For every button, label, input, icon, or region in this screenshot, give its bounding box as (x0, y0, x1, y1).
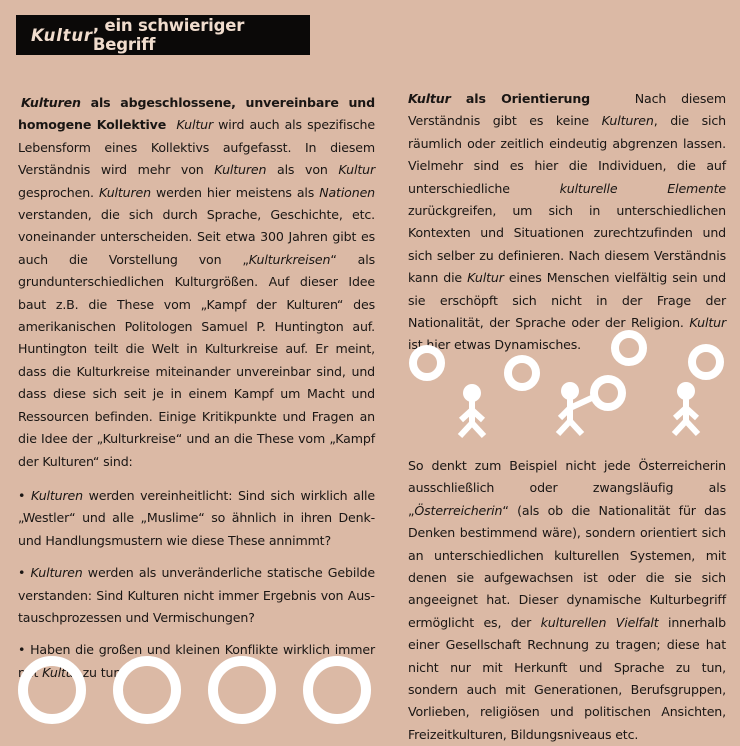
person-icon (460, 384, 484, 436)
stick-figures (460, 382, 698, 436)
emphasized-text: Kultur (467, 270, 504, 286)
ring-icon (508, 359, 536, 387)
bullet-text: werden vereinheitlicht: Sind sich wirklich alle „Westler“ und alle „Muslime“ so ähnlich in ihren Denk- und Handlungsmustern wie diese These annimmt? (18, 487, 375, 548)
ring-icon (23, 661, 81, 719)
emphasized-text: Österreicherin (414, 502, 503, 518)
emphasized-text: Kulturen (30, 487, 83, 503)
emphasized-text: Kultur (338, 162, 375, 178)
body-text: werden hier meistens als (150, 184, 320, 200)
body-text: innerhalb einer Gesellschaft Rechnung zu tragen; diese hat nicht nur mit Herkunft und Sprache zu tun, sondern auch mit Generationen, Berufsgruppen, Vorlieben, religiösen und politischen Ansichten, Freizeitkulturen, Bildungsniveaus etc. (408, 614, 726, 742)
body-text: wird auch als spezifische Lebensform eines Kollektivs aufgefasst. In diesem Verständnis wird mehr von (18, 117, 375, 178)
emphasized-text: Kulturen (601, 113, 654, 129)
emphasized-text: kulturelle Elemente (559, 180, 726, 196)
body-text: eines Menschen vielfältig sein und sie erschöpft sich nicht in der Frage der Nationalität, der Sprache oder der Religion. (408, 270, 727, 331)
title-rest: , ein schwieriger Begriff (92, 16, 245, 54)
ring-icon (213, 661, 271, 719)
body-text: , die sich räumlich oder zeitlich eindeutig abgrenzen lassen. Vielmehr sind es hier die Individuen, die auf unterschiedliche (408, 113, 726, 196)
emphasized-text: Kultur (42, 664, 79, 680)
emphasized-text: Kulturen (214, 162, 267, 178)
body-text: So denkt zum Beispiel nicht jede Österreicherin ausschließlich oder zwangsläufig als „ (408, 458, 726, 518)
emphasized-text: Nationen (319, 184, 375, 200)
ring-icon (594, 379, 622, 407)
ring-icon (413, 349, 441, 377)
bullet-dot-icon: • (18, 642, 31, 658)
bullet-text: zu tun? (78, 664, 128, 680)
emphasized-text: Kultur (689, 315, 726, 331)
title-italic: Kultur (31, 25, 93, 45)
ring-icon (118, 661, 176, 719)
body-text: verstanden, die sich durch Sprache, Geschichte, etc. voneinander unterscheiden. Seit etwa 300 Jahren gibt es auch die Vorstellung von „ (18, 207, 375, 267)
ring-icon (308, 661, 366, 719)
body-text: “ (als ob die Nationalität für das Denken bestimmend wäre), sondern orientiert sich an unterschiedlichen kulturellen Systemen, mit denen sie aufgewachsen ist oder die sie sich angeeignet hat. Dieser dynamische Kulturbegriff ermöglicht es, der (408, 502, 726, 630)
right-section-heading: Kultur als Orientierung (408, 91, 591, 106)
emphasized-text: kulturellen Vielfalt (540, 614, 659, 630)
emphasized-text: Kulturen (98, 184, 151, 200)
emphasized-text: Kulturkreisen (248, 251, 331, 267)
left-section-heading: Kulturen als abgeschlossene, unvereinbare und homogene Kollektive (18, 95, 375, 133)
body-text: gesprochen. (18, 184, 99, 200)
body-text: “ als grundunterschiedlichen Kulturgrößen. Auf dieser Idee baut z.B. die These vom „Kampf der Kulturen“ des amerikanischen Politologen Samuel P. Huntington auf. Huntington teilt die Welt in Kulturkreise auf. Er meint, dass die Kulturkreise miteinander unvereinbar sind, und dass diese sich seit je in einem Kampf um Macht und Ressourcen befinden. Einige Kritikpunkte und Fragen an die Idee der „Kulturkreise“ und an die These vom „Kampf der Kulturen“ sind: (18, 251, 375, 469)
ring-icon (615, 334, 643, 362)
emphasized-text: Kulturen (30, 565, 83, 581)
bullet-dot-icon: • (18, 487, 31, 503)
bullet-text: Haben die großen und kleinen Konflikte wirklich immer mit (18, 642, 375, 680)
body-text: als von (266, 162, 339, 178)
bullet-dot-icon: • (18, 565, 31, 581)
body-text: ist hier etwas Dynamisches. (408, 337, 582, 353)
bottom-rings-row (23, 661, 366, 719)
body-text: Nach diesem Verständnis gibt es keine (408, 91, 726, 129)
body-text: zurückgreifen, um sich in unterschiedlichen Kontexten und Situationen zurechtzufinden und sich selber zu definieren. Nach diesem Verständnis kann die (408, 203, 726, 286)
emphasized-text: Kultur (176, 117, 214, 133)
person-icon (674, 382, 698, 434)
bullet-text: werden als unveränderliche statische Gebilde verstanden: Sind Kulturen nicht immer Ergebnis von Austauschprozessen und Vermischungen? (18, 565, 375, 625)
ring-icon (692, 348, 720, 376)
